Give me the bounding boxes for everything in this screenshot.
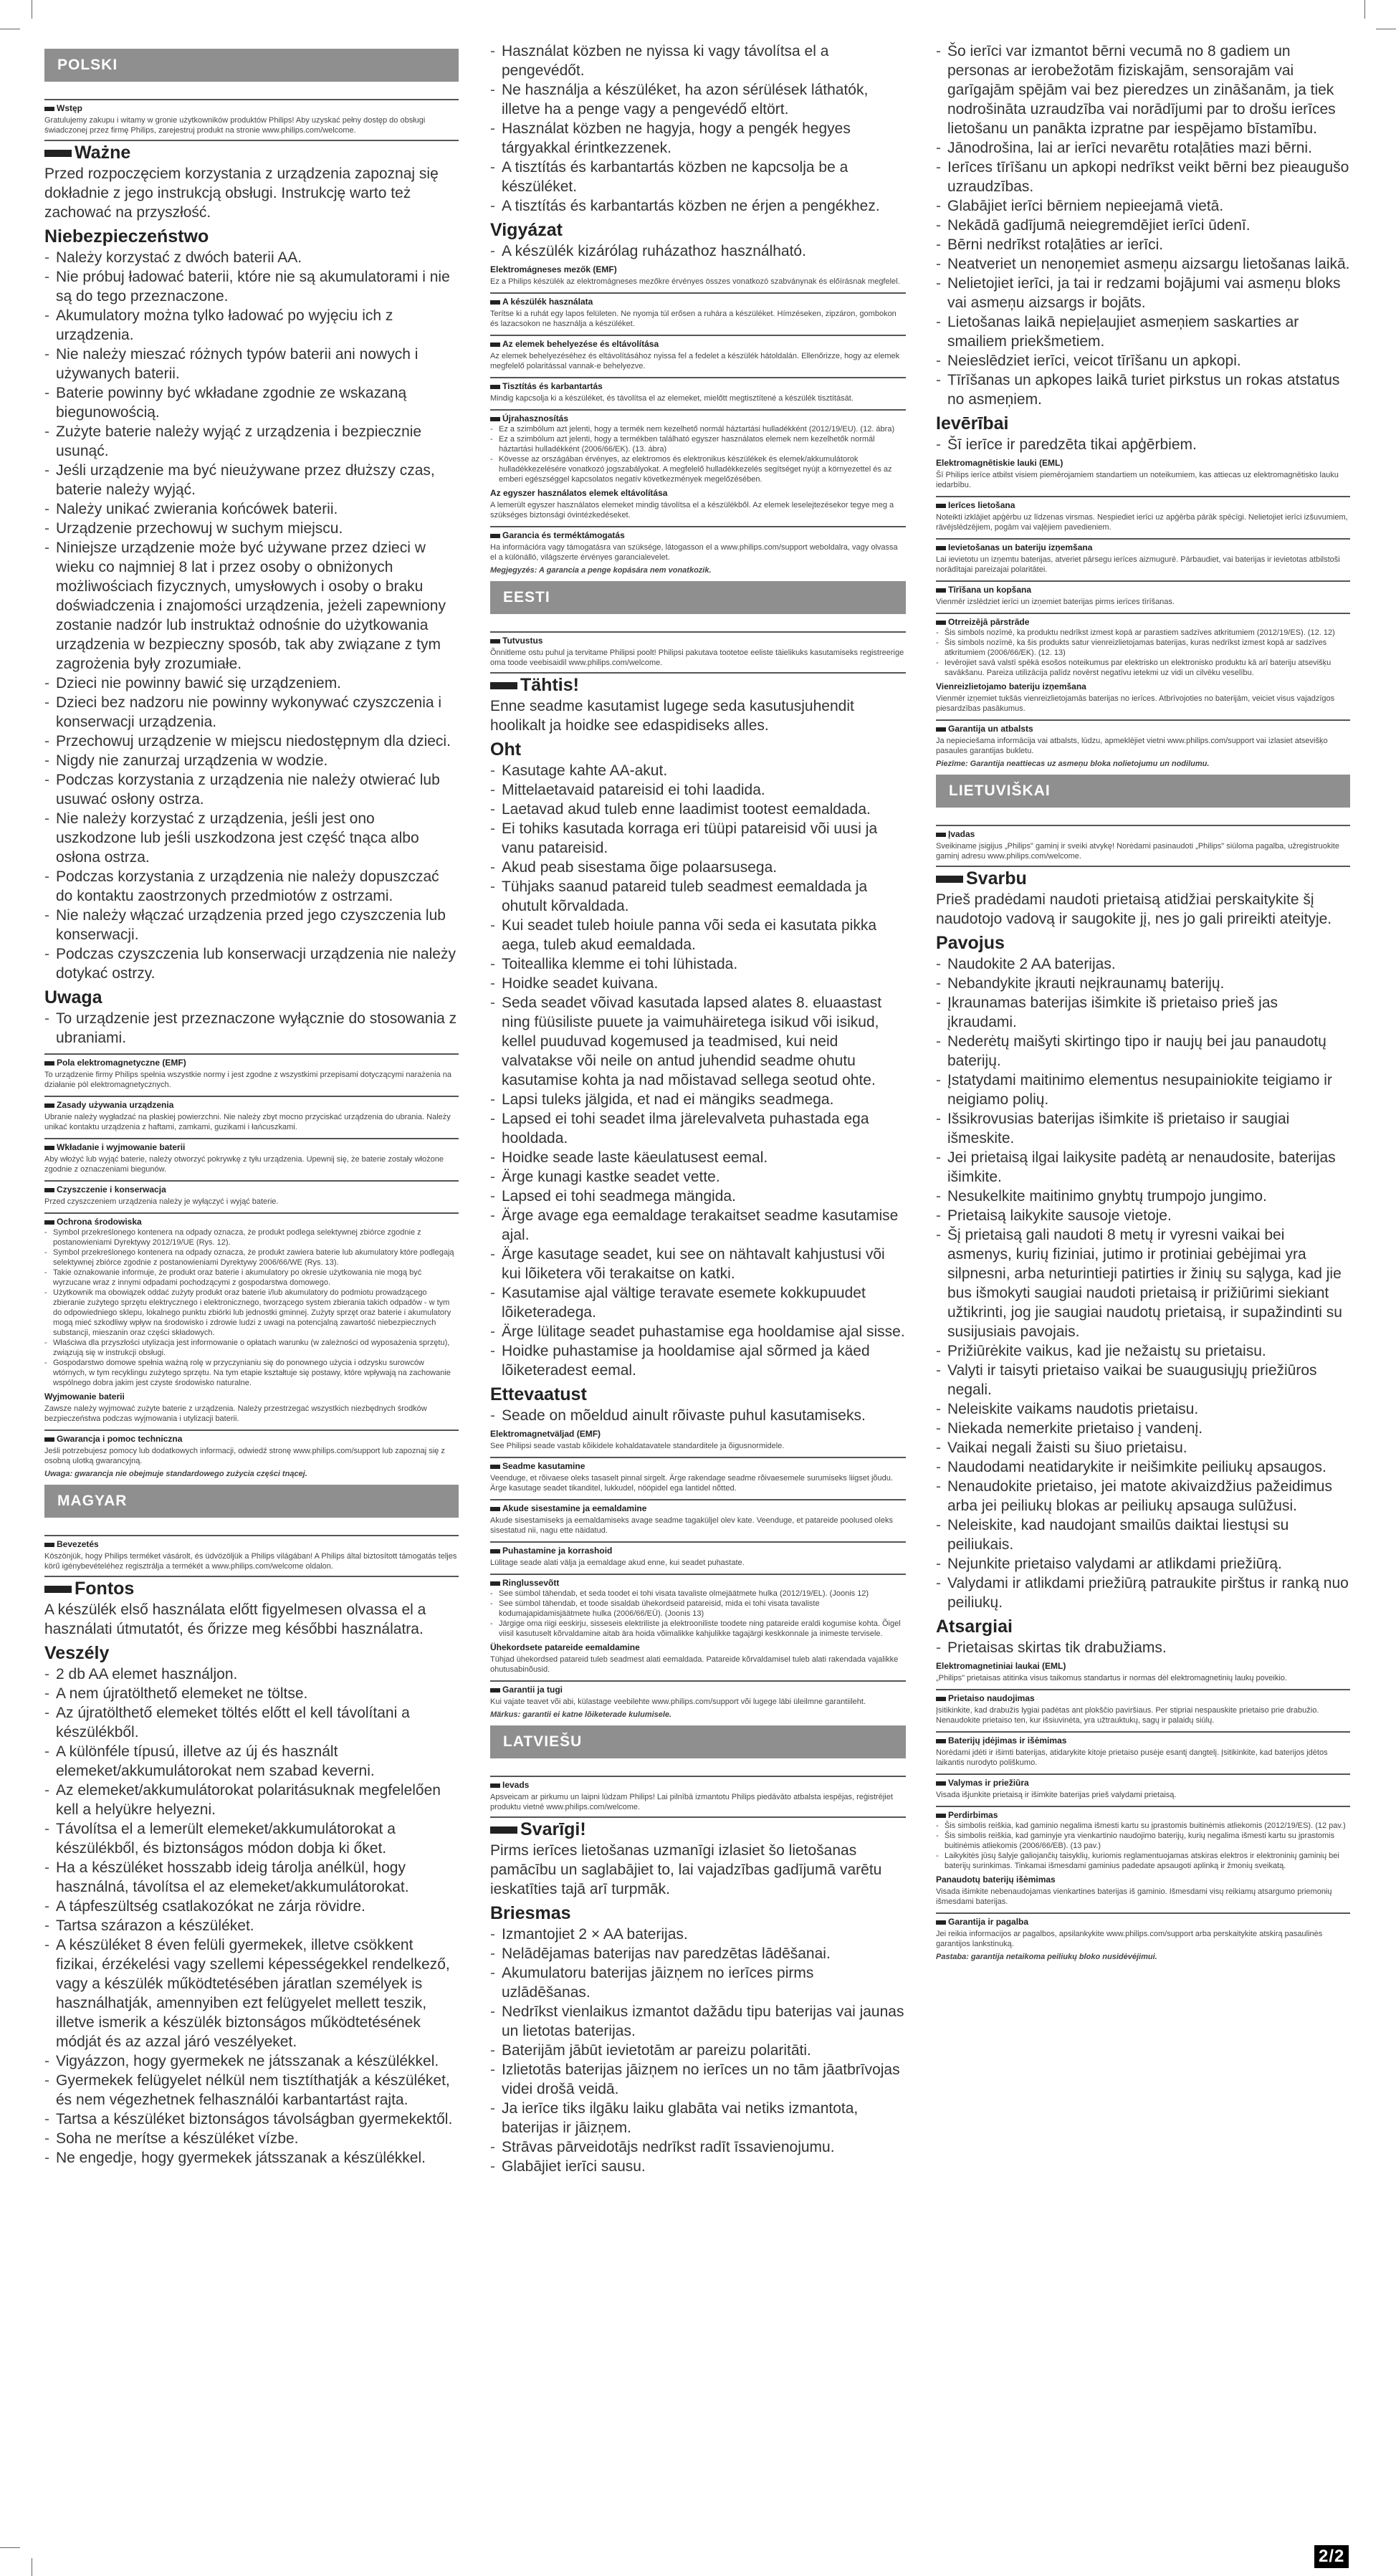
danger-list xyxy=(490,761,906,1380)
heading-caution: Ettevaatust xyxy=(490,1384,587,1404)
list-item: - Neatveriet un nenoņemiet asmeņu aizsargu lietošanas laikā. xyxy=(936,254,1350,274)
list-item: - Akumulatory można tylko ładować po wyjęciu ich z urządzenia. xyxy=(44,306,459,345)
section-heading: Az elemek behelyezése és eltávolítása xyxy=(490,335,906,350)
list-item: - Niekada nemerkite prietaiso į vandenį. xyxy=(936,1419,1350,1438)
list-item: - Jānodrošina, lai ar ierīci nevarētu rotaļāties mazi bērni. xyxy=(936,138,1350,158)
caution-list xyxy=(490,241,906,261)
heading-danger: Niebezpieczeństwo xyxy=(44,226,209,246)
list-item: - Niniejsze urządzenie może być używane przez dzieci w wieku co najmniej 8 lat i przez osoby o obniżonych możliwościach fizycznych, umysłowych i osoby o braku doświadczenia i znajomości urządzenia, jeżeli zapewniony zostanie nadzór lub instruktaż odnośnie do użytkowania urządzenia w bezpieczny sposób, tak aby związane z tym zagrożenia były zrozumiałe. xyxy=(44,538,459,674)
heading-important: Svarbu xyxy=(936,866,1350,889)
recycle-list xyxy=(490,424,906,484)
section-heading: Ierīces lietošana xyxy=(936,496,1350,511)
section-heading: Garantija un atbalsts xyxy=(936,719,1350,734)
danger-list xyxy=(936,954,1350,1612)
section-heading: Bevezetés xyxy=(44,1535,459,1550)
section-heading: Tisztítás és karbantartás xyxy=(490,377,906,392)
paragraph: Tühjad ühekordsed patareid tuleb seadmest alati eemaldada. Patareide kõrvaldamisel tuleb alati rakendada vajalikke ohutusabinõusid. xyxy=(490,1655,899,1674)
paragraph: Kui vajate teavet või abi, külastage veebilehte www.philips.com/support või lugege läbi üleilmne garantiileht. xyxy=(490,1698,866,1706)
list-item: - A nem újratölthető elemeket ne töltse. xyxy=(44,1684,459,1703)
recycle-list xyxy=(936,628,1350,678)
list-item: - Urządzenie przechowuj w suchym miejscu. xyxy=(44,519,459,538)
list-item: - Symbol przekreślonego kontenera na odpady oznacza, że produkt zawiera baterie lub akumulatory które podlegają selektywnej zbiórce zgodnie z postanowieniami Dyrektywy 2006/66/WE (Rys. 13). xyxy=(44,1248,459,1268)
heading-caution: Vigyázat xyxy=(490,220,563,240)
section-heading: Tutvustus xyxy=(490,631,906,646)
list-item: - Laetavad akud tuleb enne laadimist tootest eemaldada. xyxy=(490,800,906,819)
recycle-list xyxy=(936,1821,1350,1871)
paragraph: Aby włożyć lub wyjąć baterie, należy otworzyć pokrywkę z tyłu urządzenia. Upewnij się, że baterie zostały włożone zgodnie z oznaczeniami biegunów. xyxy=(44,1155,444,1174)
paragraph: Visada išimkite nebenaudojamas vienkartines baterijas iš gaminio. Išmesdami visų reikiamų atsargumo priemonių išmesdami baterijas. xyxy=(936,1887,1332,1906)
list-item: - Symbol przekreślonego kontenera na odpady oznacza, że produkt podlega selektywnej zbiórce zgodnie z postanowieniami Dyrektywy 2012/19/UE (Rys. 12). xyxy=(44,1227,459,1248)
section-heading: Ühekordsete patareide eemaldamine xyxy=(490,1642,640,1652)
list-item: - 2 db AA elemet használjon. xyxy=(44,1665,459,1684)
list-item: - Használat közben ne nyissa ki vagy távolítsa el a pengevédőt. xyxy=(490,42,906,80)
paragraph: Köszönjük, hogy Philips terméket vásárolt, és üdvözöljük a Philips világában! A Philips által biztosított támogatás teljes körű igénybevételéhez regisztrálja a termékét a www.philips.com/welcome oldalon. xyxy=(44,1552,457,1571)
danger-list-continued xyxy=(490,42,906,216)
list-item: - Įkraunamas baterijas išimkite iš prietaiso prieš jas įkraudami. xyxy=(936,993,1350,1032)
list-item: - Nigdy nie zanurzaj urządzenia w wodzie. xyxy=(44,751,459,770)
list-item: - Kövesse az országában érvényes, az elektromos és elektronikus készülékek és elemek/akkumulátorok hulladékkezelésére vonatkozó jogszabályokat. A megfelelő hulladékkezelés segítséget nyújt a környezettel és az emberi egészséggel kapcsolatos negatív következmények megelőzésében. xyxy=(490,454,906,484)
column-1 xyxy=(44,43,459,2168)
list-item: - Nie należy włączać urządzenia przed jego czyszczenia lub konserwacji. xyxy=(44,906,459,944)
list-item: - Šis simbolis reiškia, kad gaminyje yra vienkartinio naudojimo baterijų, kurių negalima išmesti kartu su įprastomis buitinėmis atliekomis (2006/66/EB). (13 pav.) xyxy=(936,1831,1350,1851)
list-item: - Prietaisas skirtas tik drabužiams. xyxy=(936,1638,1350,1657)
paragraph: Šī Philips ierīce atbilst visiem piemērojamiem standartiem un noteikumiem, kas attiecas uz elektromagnētisko lauku iedarbību. xyxy=(936,471,1339,489)
list-item: - Seda seadet võivad kasutada lapsed alates 8. eluaastast ning füüsiliste puuete ja vaimuhäiretega isikud või isikud, kellel puuduvad kogemused ja teadmised, kui neid valvatakse või neile on antud juhendid seadme ohutu kasutamise kohta ja nad mõistavad sellega seotud ohte. xyxy=(490,993,906,1090)
list-item: - Lietošanas laikā nepieļaujiet asmeņiem saskarties ar smailiem priekšmetiem. xyxy=(936,312,1350,351)
list-item: - Ne engedje, hogy gyermekek játsszanak a készülékkel. xyxy=(44,2148,459,2168)
list-item: - Baterijām jābūt ievietotām ar pareizu polaritāti. xyxy=(490,2041,906,2060)
list-item: - Nesukelkite maitinimo gnybtų trumpojo jungimo. xyxy=(936,1187,1350,1206)
list-item: - Šis simbols nozīmē, ka produktu nedrīkst izmest kopā ar parastiem sadzīves atkritumiem (2012/19/ES). (12. 12) xyxy=(936,628,1350,638)
section-heading: Ievietošanas un bateriju izņemšana xyxy=(936,538,1350,553)
list-item: - Išsikrovusias baterijas išimkite iš prietaiso ir saugiai išmeskite. xyxy=(936,1109,1350,1148)
list-item: - Naudokite 2 AA baterijas. xyxy=(936,954,1350,974)
list-item: - Nie próbuj ładować baterii, które nie są akumulatorami i nie są do tego przeznaczone. xyxy=(44,267,459,306)
section-heading: Prietaiso naudojimas xyxy=(936,1689,1350,1704)
crop-mark xyxy=(1364,0,1365,19)
caution-list xyxy=(936,1638,1350,1657)
environment-list xyxy=(44,1227,459,1388)
paragraph: Įsitikinkite, kad drabužis lygiai padėtas ant plokščio paviršiaus. Per stipriai nespauskite prietaiso prie drabužio. Nenaudokite prietaiso ten, kur išsiuvinėta, yra užtrauktukų, sagų ir palaidų siūlų. xyxy=(936,1706,1319,1725)
list-item: - Akud peab sisestama õige polaarsusega. xyxy=(490,858,906,877)
column-2 xyxy=(490,42,906,2176)
list-item: - Nekādā gadījumā neiegremdējiet ierīci ūdenī. xyxy=(936,216,1350,235)
section-heading: Czyszczenie i konserwacja xyxy=(44,1180,459,1195)
list-item: - Naudodami neatidarykite ir neišimkite peiliukų apsaugos. xyxy=(936,1457,1350,1477)
list-item: - Glabājiet ierīci sausu. xyxy=(490,2157,906,2176)
list-item: - Toiteallika klemme ei tohi lühistada. xyxy=(490,954,906,974)
list-item: - Šį prietaisą gali naudoti 8 metų ir vyresni vaikai bei asmenys, kurių fiziniai, jutimo ir protiniai gebėjimai yra silpnesni, arba neturintieji patirties ir žinių su sąlyga, kad jie bus išmokyti saugiai naudoti prietaisą ir prižiūrimi siekiant užtikrinti, jog jie saugiai naudotų prietaisą, ir supažindinti su susijusiais pavojais. xyxy=(936,1225,1350,1341)
list-item: - Šī ierīce ir paredzēta tikai apģērbiem. xyxy=(936,435,1350,454)
list-item: - Soha ne merítse a készüléket vízbe. xyxy=(44,2129,459,2148)
list-item: - Ez a szimbólum azt jelenti, hogy a termékben található egyszer használatos elemek nem kezelhetők normál háztartási hulladékként (2006/66/EK). (13. ábra) xyxy=(490,434,906,454)
list-item: - Ärge avage ega eemaldage terakaitset seadme kasutamise ajal. xyxy=(490,1206,906,1245)
section-heading: Ochrona środowiska xyxy=(44,1212,459,1227)
paragraph: Az elemek behelyezéséhez és eltávolításához nyissa fel a fedelet a készülék hátoldalán. Ellenőrizze, hogy az elemek megfelelő polaritással vannak-e behelyezve. xyxy=(490,352,900,370)
section-heading: Otrreizējā pārstrāde xyxy=(936,613,1350,628)
paragraph: Pirms ierīces lietošanas uzmanīgi izlasiet šo lietošanas pamācību un saglabājiet to, lai vajadzības gadījumā varētu ieskatīties tajā arī turpmāk. xyxy=(490,1842,882,1897)
list-item: - Takie oznakowanie informuje, że produkt oraz baterie i akumulatory po okresie użytkowania nie mogą być wyrzucane wraz z innymi odpadami pochodzącymi z gospodarstwa domowego. xyxy=(44,1268,459,1288)
paragraph: Norėdami įdėti ir išimti baterijas, atidarykite kitoje prietaiso pusėje esantį dangtelį. Įsitikinkite, kad baterijos įdėtos laikantis nurodyto poliškumo. xyxy=(936,1748,1328,1767)
section-heading: Garantii ja tugi xyxy=(490,1680,906,1695)
list-item: - Nenaudokite prietaiso, jei matote akivaizdžius pažeidimus arba jei peiliukų blokas ar peiliukų apsauga sulūžusi. xyxy=(936,1477,1350,1516)
paragraph: Akude sisestamiseks ja eemaldamiseks avage seadme tagaküljel olev kate. Veenduge, et patareide poolused oleks sisestatud nii, nagu ette näidatud. xyxy=(490,1516,893,1535)
list-item: - Właściwa dla przyszłości utylizacja jest informowanie o opłatach warunku (w zależności od wyposażenia sprzętu), związują się w instrukcji obsługi. xyxy=(44,1338,459,1358)
list-item: - Prižiūrėkite vaikus, kad jie nežaistų su prietaisu. xyxy=(936,1341,1350,1361)
list-item: - Hoidke seadet kuivana. xyxy=(490,974,906,993)
list-item: - Kui seadet tuleb hoiule panna või seda ei kasutata pikka aega, tuleb akud eemaldada. xyxy=(490,916,906,954)
paragraph: Terítse ki a ruhát egy lapos felületen. Ne nyomja túl erősen a ruhára a készüléket. Hímzéseken, zipzáron, gombokon és lazacsokon ne használja a készüléket. xyxy=(490,310,897,328)
list-item: - A tápfeszültség csatlakozókat ne zárja rövidre. xyxy=(44,1897,459,1916)
list-item: - Neleiskite vaikams naudotis prietaisu. xyxy=(936,1399,1350,1419)
paragraph: Vienmēr izslēdziet ierīci un izņemiet baterijas pirms ierīces tīrīšanas. xyxy=(936,598,1175,606)
lang-header-lietuviskai: LIETUVIŠKAI xyxy=(936,775,1350,808)
list-item: - Hoidke seade laste käeulatusest eemal. xyxy=(490,1148,906,1167)
list-item: - Gospodarstwo domowe spełnia ważną rolę w przyczynianiu się do ponownego użycia i odzysku surowców wtórnych, w tym recyklingu zużytego sprzętu. Na tym etapie kształtuje się postawy, które wpływają na zachowanie wspólnego dobra jakim jest czyste środowisko naturalne. xyxy=(44,1358,459,1388)
list-item: - Izmantojiet 2 × AA baterijas. xyxy=(490,1925,906,1944)
section-heading: Wyjmowanie baterii xyxy=(44,1392,125,1402)
list-item: - Neieslēdziet ierīci, veicot tīrīšanu un apkopi. xyxy=(936,351,1350,370)
section-heading: Įvadas xyxy=(936,825,1350,840)
paragraph: Vienmēr izņemiet tukšās vienreizlietojamās baterijas no ierīces. Atbrīvojoties no baterijām, veiciet visus vajadzīgos piesardzības pasākumus. xyxy=(936,694,1335,713)
paragraph: Jeśli potrzebujesz pomocy lub dodatkowych informacji, odwiedź stronę www.philips.com/support lub zapoznaj się z osobną ulotką gwarancyjną. xyxy=(44,1447,445,1465)
section-heading: Puhastamine ja korrashoid xyxy=(490,1541,906,1556)
paragraph: Õnnitleme ostu puhul ja tervitame Philipsi poolt! Philipsi pakutava tootetoe eeliste täielikuks kasutamiseks registreerige oma toode veebisaidil www.philips.com/welcome. xyxy=(490,648,904,667)
list-item: - Šo ierīci var izmantot bērni vecumā no 8 gadiem un personas ar ierobežotām fiziskajām, sensorajām vai garīgajām spējām vai bez pieredzes un zināšanām, ja tiek nodrošināta uzraudzība vai norādījumi par to drošu ierīces lietošanu un panākta izpratne par iespējamo bīstamību. xyxy=(936,42,1350,138)
list-item: - Nederėtų maišyti skirtingo tipo ir naujų bei jau panaudotų baterijų. xyxy=(936,1032,1350,1071)
section-heading: Garantija ir pagalba xyxy=(936,1912,1350,1928)
list-item: - A tisztítás és karbantartás közben ne érjen a pengékhez. xyxy=(490,196,906,216)
paragraph: Prieš pradėdami naudoti prietaisą atidžiai perskaitykite šį naudotojo vadovą ir saugokite jį, nes jo gali prireikti ateityje. xyxy=(936,891,1332,927)
list-item: - Tartsa szárazon a készüléket. xyxy=(44,1916,459,1935)
section-heading: Elektromagnētiskie lauki (EML) xyxy=(936,458,1063,468)
paragraph: Veenduge, et rõivaese oleks tasaselt pinnal sirgelt. Ärge rakendage seadme rõivaesemele surumiseks liigset jõudu. Ärge kasutage seadet tikanditel, lukkudel, nööpidel ega lantidel nõtted. xyxy=(490,1474,893,1493)
paragraph: Lai ievietotu un izņemtu baterijas, atveriet pārsegu ierīces aizmugurē. Pārbaudiet, vai baterijas ir ievietotas atbilstoši norādītajai pareizajai polaritātei. xyxy=(936,555,1340,574)
section-heading: Panaudotų baterijų išėmimas xyxy=(936,1874,1056,1885)
list-item: - Ärge kasutage seadet, kui see on nähtavalt kahjustusi või kui lõiketera või terakaitse on katki. xyxy=(490,1245,906,1283)
page-number: 2/2 xyxy=(1314,2545,1349,2568)
paragraph: Zawsze należy wyjmować zużyte baterie z urządzenia. Należy przestrzegać wszystkich niezbędnych środków bezpieczeństwa podczas wyjmowania i utylizacji baterii. xyxy=(44,1404,427,1423)
section-heading: Perdirbimas xyxy=(936,1806,1350,1821)
list-item: - Izlietotās baterijas jāizņem no ierīces un no tām jāatbrīvojas videi drošā veidā. xyxy=(490,2060,906,2099)
heading-caution: Atsargiai xyxy=(936,1617,1013,1637)
list-item: - Nie należy mieszać różnych typów baterii ani nowych i używanych baterii. xyxy=(44,345,459,383)
list-item: - Ha a készüléket hosszabb ideig tárolja anélkül, hogy használná, távolítsa el az elemeket/akkumulátorokat. xyxy=(44,1858,459,1897)
paragraph: Lülitage seade alati välja ja eemaldage akud enne, kui seadet puhastate. xyxy=(490,1558,745,1567)
list-item: - Nelietojiet ierīci, ja tai ir redzami bojājumi vai asmeņu bloks vai asmeņu aizsargs ir bojāts. xyxy=(936,274,1350,312)
list-item: - Ez a szimbólum azt jelenti, hogy a termék nem kezelhető normál háztartási hulladékként (2012/19/EU). (12. ábra) xyxy=(490,424,906,434)
list-item: - Glabājiet ierīci bērniem nepieejamā vietā. xyxy=(936,196,1350,216)
list-item: - Kasutage kahte AA-akut. xyxy=(490,761,906,780)
list-item: - Valydami ir atlikdami priežiūrą patraukite pirštus ir ranką nuo peiliukų. xyxy=(936,1574,1350,1612)
paragraph: See Philipsi seade vastab kõikidele kohaldatavatele standarditele ja õigusnormidele. xyxy=(490,1442,785,1450)
section-heading: Vienreizlietojamo bateriju izņemšana xyxy=(936,681,1086,691)
section-heading: Seadme kasutamine xyxy=(490,1457,906,1472)
list-item: - Przechowuj urządzenie w miejscu niedostępnym dla dzieci. xyxy=(44,732,459,751)
list-item: - Gyermekek felügyelet nélkül nem tisztíthatják a készüléket, és nem végezhetnek felhasználói karbantartást rajta. xyxy=(44,2071,459,2110)
heading-caution: Uwaga xyxy=(44,987,102,1007)
list-item: - Laikykitės jūsų šalyje galiojančių taisyklių, kuriomis reglamentuojamas atskiras elektros ir elektroninių gaminių bei baterijų surinkimas. Tinkamai išmesdami gaminius padedate apsaugoti aplinką ir žmonių sveikatą. xyxy=(936,1851,1350,1871)
section-heading: Wkładanie i wyjmowanie baterii xyxy=(44,1138,459,1153)
list-item: - See sümbol tähendab, et toode sisaldab ühekordseid patareisid, mida ei tohi visata tavaliste kodumajapidamisjäätmete hulka (2006/66/EÜ). (Joonis 13) xyxy=(490,1599,906,1619)
heading-important: Fontos xyxy=(44,1576,459,1599)
list-item: - Hoidke puhastamise ja hooldamise ajal sõrmed ja käed lõiketeradest eemal. xyxy=(490,1341,906,1380)
list-item: - Kasutamise ajal vältige teravate esemete kokkupuudet lõiketeradega. xyxy=(490,1283,906,1322)
section-heading: Ievads xyxy=(490,1776,906,1791)
list-item: - Strāvas pārveidotājs nedrīkst radīt īssavienojumu. xyxy=(490,2137,906,2157)
list-item: - Podczas korzystania z urządzenia nie należy otwierać lub usuwać osłony ostrza. xyxy=(44,770,459,809)
paragraph: Przed rozpoczęciem korzystania z urządzenia zapoznaj się dokładnie z jego instrukcją obsługi. Instrukcję warto też zachować na przyszłość. xyxy=(44,166,439,221)
list-item: - Ärge kunagi kastke seadet vette. xyxy=(490,1167,906,1187)
list-item: - Ärge lülitage seadet puhastamise ega hooldamise ajal sisse. xyxy=(490,1322,906,1341)
list-item: - Mittelaetavaid patareisid ei tohi laadida. xyxy=(490,780,906,800)
list-item: - Vigyázzon, hogy gyermekek ne játsszanak a készülékkel. xyxy=(44,2051,459,2071)
list-item: - Nelādējamas baterijas nav paredzētas lādēšanai. xyxy=(490,1944,906,1963)
list-item: - Dzieci bez nadzoru nie powinny wykonywać czyszczenia i konserwacji urządzenia. xyxy=(44,693,459,732)
paragraph: To urządzenie firmy Philips spełnia wszystkie normy i jest zgodne z wszystkimi przepisami dotyczącymi narażenia na działanie pól elektromagnetycznych. xyxy=(44,1071,451,1089)
list-item: - Ievērojiet savā valstī spēkā esošos noteikumus par elektrisko un elektronisko produktu kā arī bateriju atsevišķu savākšanu. Pareiza utilizācija palīdz novērst negatīvu ietekmi uz vidi un cilvēku veselību. xyxy=(936,658,1350,678)
list-item: - Tīrīšanas un apkopes laikā turiet pirkstus un rokas atstatus no asmeņiem. xyxy=(936,370,1350,409)
paragraph: A készülék első használata előtt figyelmesen olvassa el a használati útmutatót, és őrizze meg későbbi használatra. xyxy=(44,1601,426,1637)
crop-mark xyxy=(0,2547,20,2548)
list-item: - Ja ierīce tiks ilgāku laiku glabāta vai netiks izmantota, baterijas ir jāizņem. xyxy=(490,2099,906,2137)
list-item: - A készüléket 8 éven felüli gyermekek, illetve csökkent fizikai, érzékelési vagy szellemi képességekkel rendelkező, vagy a készülék működtetésében járatlan személyek is használhatják, amennyiben ezt felügyelet mellett teszik, illetve ismerik a készülék biztonságos működtetésének módját és az azzal járó veszélyeket. xyxy=(44,1935,459,2051)
list-item: - Az újratölthető elemeket töltés előtt el kell távolítani a készülékből. xyxy=(44,1703,459,1742)
section-heading: Elektromagnetiniai laukai (EML) xyxy=(936,1661,1066,1671)
list-item: - Lapsi tuleks jälgida, et nad ei mängiks seadmega. xyxy=(490,1090,906,1109)
caution-list xyxy=(936,435,1350,454)
section-heading: A készülék használata xyxy=(490,292,906,307)
danger-list xyxy=(490,1925,906,2176)
list-item: - Šis simbols nozīmē, ka šis produkts satur vienreizlietojamas baterijas, kuras nedrīkst izmest kopā ar sadzīves atkritumiem (2006/66/EK). (12. 13) xyxy=(936,638,1350,658)
list-item: - Nebandykite įkrauti neįkraunamų baterijų. xyxy=(936,974,1350,993)
paragraph: A lemerült egyszer használatos elemeket mindig távolítsa el a készülékből. Az elemek leselejtezésekor tegye meg a szükséges biztonsági óvintézkedéseket. xyxy=(490,501,894,519)
list-item: - Dzieci nie powinny bawić się urządzeniem. xyxy=(44,674,459,693)
list-item: - A készülék kizárólag ruházathoz használható. xyxy=(490,241,906,261)
section-heading: Tīrīšana un kopšana xyxy=(936,580,1350,595)
heading-important: Svarīgi! xyxy=(490,1816,906,1839)
paragraph: Mindig kapcsolja ki a készüléket, és távolítsa el az elemeket, mielőtt megtisztítené a készülék tisztítását. xyxy=(490,394,854,403)
section-heading: Valymas ir priežiūra xyxy=(936,1773,1350,1789)
section-heading: Az egyszer használatos elemek eltávolítása xyxy=(490,488,668,498)
heading-danger: Veszély xyxy=(44,1643,110,1663)
lang-header-latviesu: LATVIEŠU xyxy=(490,1725,906,1758)
heading-important: Tähtis! xyxy=(490,672,906,695)
list-item: - A tisztítás és karbantartás közben ne kapcsolja be a készüléket. xyxy=(490,158,906,196)
list-item: - Należy unikać zwierania końcówek baterii. xyxy=(44,499,459,519)
list-item: - Távolítsa el a lemerült elemeket/akkumulátorokat a készülékből, és biztonságos módon dobja ki őket. xyxy=(44,1819,459,1858)
heading-important: Ważne xyxy=(44,140,459,163)
warranty-note: Pastaba: garantija netaikoma peiliukų bloko nusidėvėjimui. xyxy=(936,1953,1157,1961)
paragraph: Enne seadme kasutamist lugege seda kasutusjuhendit hoolikalt ja hoidke see edaspidiseks alles. xyxy=(490,698,854,734)
list-item: - Tühjaks saanud patareid tuleb seadmest eemaldada ja ohutult kõrvaldada. xyxy=(490,877,906,916)
list-item: - Należy korzystać z dwóch baterii AA. xyxy=(44,248,459,267)
warranty-note: Uwaga: gwarancja nie obejmuje standardowego zużycia części tnącej. xyxy=(44,1470,307,1478)
section-heading: Ringlussevõtt xyxy=(490,1574,906,1589)
list-item: - Podczas czyszczenia lub konserwacji urządzenia nie należy dotykać ostrzy. xyxy=(44,944,459,983)
list-item: - A különféle típusú, illetve az új és használt elemeket/akkumulátorokat nem szabad keverni. xyxy=(44,1742,459,1781)
section-heading: Elektromagnetväljad (EMF) xyxy=(490,1429,601,1439)
list-item: - Jei prietaisą ilgai laikysite padėtą ar nenaudosite, baterijas išimkite. xyxy=(936,1148,1350,1187)
section-heading: Akude sisestamine ja eemaldamine xyxy=(490,1499,906,1514)
list-item: - Šis simbolis reiškia, kad gaminio negalima išmesti kartu su įprastomis buitinėmis atliekomis (2012/19/ES). (12 pav.) xyxy=(936,1821,1350,1831)
list-item: - Ierīces tīrīšanu un apkopi nedrīkst veikt bērni bez pieaugušo uzraudzības. xyxy=(936,158,1350,196)
caution-list xyxy=(490,1406,906,1425)
list-item: - Ne használja a készüléket, ha azon sérülések láthatók, illetve ha a penge vagy a pengevédő eltört. xyxy=(490,80,906,119)
paragraph: Ha információra vagy támogatásra van szüksége, látogasson el a www.philips.com/support weboldalra, vagy olvassa el a különálló, világszerte érvényes garancialevelet. xyxy=(490,543,898,562)
danger-list-continued xyxy=(936,42,1350,409)
list-item: - Nie należy korzystać z urządzenia, jeśli jest ono uszkodzone lub jeśli uszkodzona jest część tnąca albo osłona ostrza. xyxy=(44,809,459,867)
list-item: - Seade on mõeldud ainult rõivaste puhul kasutamiseks. xyxy=(490,1406,906,1425)
paragraph: Visada išjunkite prietaisą ir išimkite baterijas prieš valydami prietaisą. xyxy=(936,1791,1177,1799)
list-item: - Tartsa a készüléket biztonságos távolságban gyermekektől. xyxy=(44,2110,459,2129)
paragraph: Noteikti izklājiet apģērbu uz līdzenas virsmas. Nespiediet ierīci uz apģērba pārāk spēcīgi. Nelietojiet ierīci izšuvumiem, rāvējslēdzējiem, pogām vai vaļējiem pavedieniem. xyxy=(936,513,1348,532)
paragraph: Apsveicam ar pirkumu un laipni lūdzam Philips! Lai pilnībā izmantotu Philips piedāvāto atbalsta iespējas, reģistrējiet produktu vietnē www.philips.com/welcome. xyxy=(490,1793,893,1811)
section-heading: Zasady używania urządzenia xyxy=(44,1096,459,1111)
section-heading: Pola elektromagnetyczne (EMF) xyxy=(44,1053,459,1068)
paragraph: Gratulujemy zakupu i witamy w gronie użytkowników produktów Philips! Aby uzyskać pełny dostęp do obsługi świadczonej przez firmę Philips, zarejestruj produkt na stronie www.philips.com/welcome. xyxy=(44,116,426,135)
danger-list xyxy=(44,248,459,983)
section-heading: Baterijų įdėjimas ir išėmimas xyxy=(936,1731,1350,1746)
section-heading: Gwarancja i pomoc techniczna xyxy=(44,1430,459,1445)
paragraph: Przed czyszczeniem urządzenia należy je wyłączyć i wyjąć baterie. xyxy=(44,1197,279,1206)
list-item: - Podczas korzystania z urządzenia nie należy dopuszczać do kontaktu zaostrzonych przedmiotów z ostrzami. xyxy=(44,867,459,906)
section-heading: Elektromágneses mezők (EMF) xyxy=(490,264,617,274)
list-item: - Zużyte baterie należy wyjąć z urządzenia i bezpiecznie usunąć. xyxy=(44,422,459,461)
list-item: - Prietaisą laikykite sausoje vietoje. xyxy=(936,1206,1350,1225)
paragraph: Jei reikia informacijos ar pagalbos, apsilankykite www.philips.com/support arba perskaitykite atskirą pasaulinės garantijos lankstinuką. xyxy=(936,1930,1323,1948)
list-item: - See sümbol tähendab, et seda toodet ei tohi visata tavaliste olmejäätmete hulka (2012/19/EL). (Joonis 12) xyxy=(490,1589,906,1599)
paragraph: Ja nepieciešama informācija vai atbalsts, lūdzu, apmeklējiet vietni www.philips.com/support vai izlasiet atsevišķo pasaules garantijas bukletu. xyxy=(936,737,1328,755)
heading-danger: Pavojus xyxy=(936,933,1005,953)
lang-header-magyar: MAGYAR xyxy=(44,1485,459,1518)
list-item: - Valyti ir taisyti prietaiso vaikai be suaugusiųjų priežiūros negali. xyxy=(936,1361,1350,1399)
list-item: - Neleiskite, kad naudojant smailūs daiktai liestųsi su peiliukais. xyxy=(936,1516,1350,1554)
list-item: - Akumulatoru baterijas jāizņem no ierīces pirms uzlādēšanas. xyxy=(490,1963,906,2002)
recycle-list xyxy=(490,1589,906,1639)
list-item: - Użytkownik ma obowiązek oddać zużyty produkt oraz baterie i/lub akumulatory do podmiotu prowadzącego zbieranie zużytego sprzętu elektrycznego i elektronicznego, tworzącego system zbierania takich odpadów - w tym do odpowiedniego sklepu, lokalnego punktu zbiórki lub jednostki gminnej. Zużyty sprzęt oraz baterie i akumulatory mogą mieć szkodliwy wpływ na środowisko i zdrowie ludzi z uwagi na potencjalną zawartość niebezpiecznych substancji, mieszanin oraz części składowych. xyxy=(44,1288,459,1338)
paragraph: Ubranie należy wygładzać na płaskiej powierzchni. Nie należy zbyt mocno przyciskać urządzenia do ubrania. Należy unikać kontaktu urządzenia z haftami, zamkami, guzikami i łańcuszkami. xyxy=(44,1113,451,1131)
list-item: - Bērni nedrīkst rotaļāties ar ierīci. xyxy=(936,235,1350,254)
lang-header-polski: POLSKI xyxy=(44,49,459,82)
paragraph: Sveikiname įsigijus „Philips" gaminį ir sveiki atvykę! Norėdami pasinaudoti „Philips" siūloma pagalba, užregistruokite gaminį adresu www.philips.com/welcome. xyxy=(936,842,1339,861)
lang-header-eesti: EESTI xyxy=(490,581,906,614)
list-item: - Jeśli urządzenie ma być nieużywane przez dłuższy czas, baterie należy wyjąć. xyxy=(44,461,459,499)
heading-danger: Oht xyxy=(490,739,522,760)
heading-caution: Ievērībai xyxy=(936,413,1009,434)
caution-list xyxy=(44,1009,459,1048)
list-item: - Baterie powinny być wkładane zgodnie ze wskazaną biegunowością. xyxy=(44,383,459,422)
paragraph: Ez a Philips készülék az elektromágneses mezőkre érvényes összes vonatkozó szabványnak és előírásnak megfelel. xyxy=(490,277,900,286)
danger-list xyxy=(44,1665,459,2168)
paragraph: „Philips" prietaisas atitinka visus taikomus standartus ir normas dėl elektromagnetinių laukų poveikio. xyxy=(936,1674,1287,1682)
list-item: - Nejunkite prietaiso valydami ar atlikdami priežiūrą. xyxy=(936,1554,1350,1574)
list-item: - Nedrīkst vienlaikus izmantot dažādu tipu baterijas vai jaunas un lietotas baterijas. xyxy=(490,2002,906,2041)
list-item: - Järgige oma riigi eeskirju, sisseseis elektriliste ja elektrooniliste toodete ning patareide eraldi kogumise kohta. Õigel viisil kasutuselt kõrvaldamine aitab ära hoida võimalikke kahjulikke tagajärgi keskkonnale ja inimeste tervisele. xyxy=(490,1619,906,1639)
warranty-note: Piezīme: Garantija neattiecas uz asmeņu bloka nolietojumu un nodilumu. xyxy=(936,760,1210,768)
list-item: - Vaikai negali žaisti su šiuo prietaisu. xyxy=(936,1438,1350,1457)
section-heading: Wstęp xyxy=(44,99,459,114)
column-3 xyxy=(936,42,1350,1968)
warranty-note: Märkus: garantii ei katne lõiketerade kulumisele. xyxy=(490,1710,672,1719)
section-heading: Garancia és terméktámogatás xyxy=(490,526,906,541)
list-item: - Lapsed ei tohi seadet ilma järelevalveta puhastada ega hooldada. xyxy=(490,1109,906,1148)
list-item: - Az elemeket/akkumulátorokat polaritásuknak megfelelően kell a helyükre helyezni. xyxy=(44,1781,459,1819)
warranty-note: Megjegyzés: A garancia a penge kopására nem vonatkozik. xyxy=(490,566,712,575)
list-item: - Használat közben ne hagyja, hogy a pengék hegyes tárgyakkal érintkezzenek. xyxy=(490,119,906,158)
list-item: - To urządzenie jest przeznaczone wyłącznie do stosowania z ubraniami. xyxy=(44,1009,459,1048)
list-item: - Lapsed ei tohi seadmega mängida. xyxy=(490,1187,906,1206)
heading-danger: Briesmas xyxy=(490,1903,571,1923)
list-item: - Įstatydami maitinimo elementus nesupainiokite teigiamo ir neigiamo polių. xyxy=(936,1071,1350,1109)
list-item: - Ei tohiks kasutada korraga eri tüüpi patareisid või uusi ja vanu patareisid. xyxy=(490,819,906,858)
section-heading: Újrahasznosítás xyxy=(490,409,906,424)
